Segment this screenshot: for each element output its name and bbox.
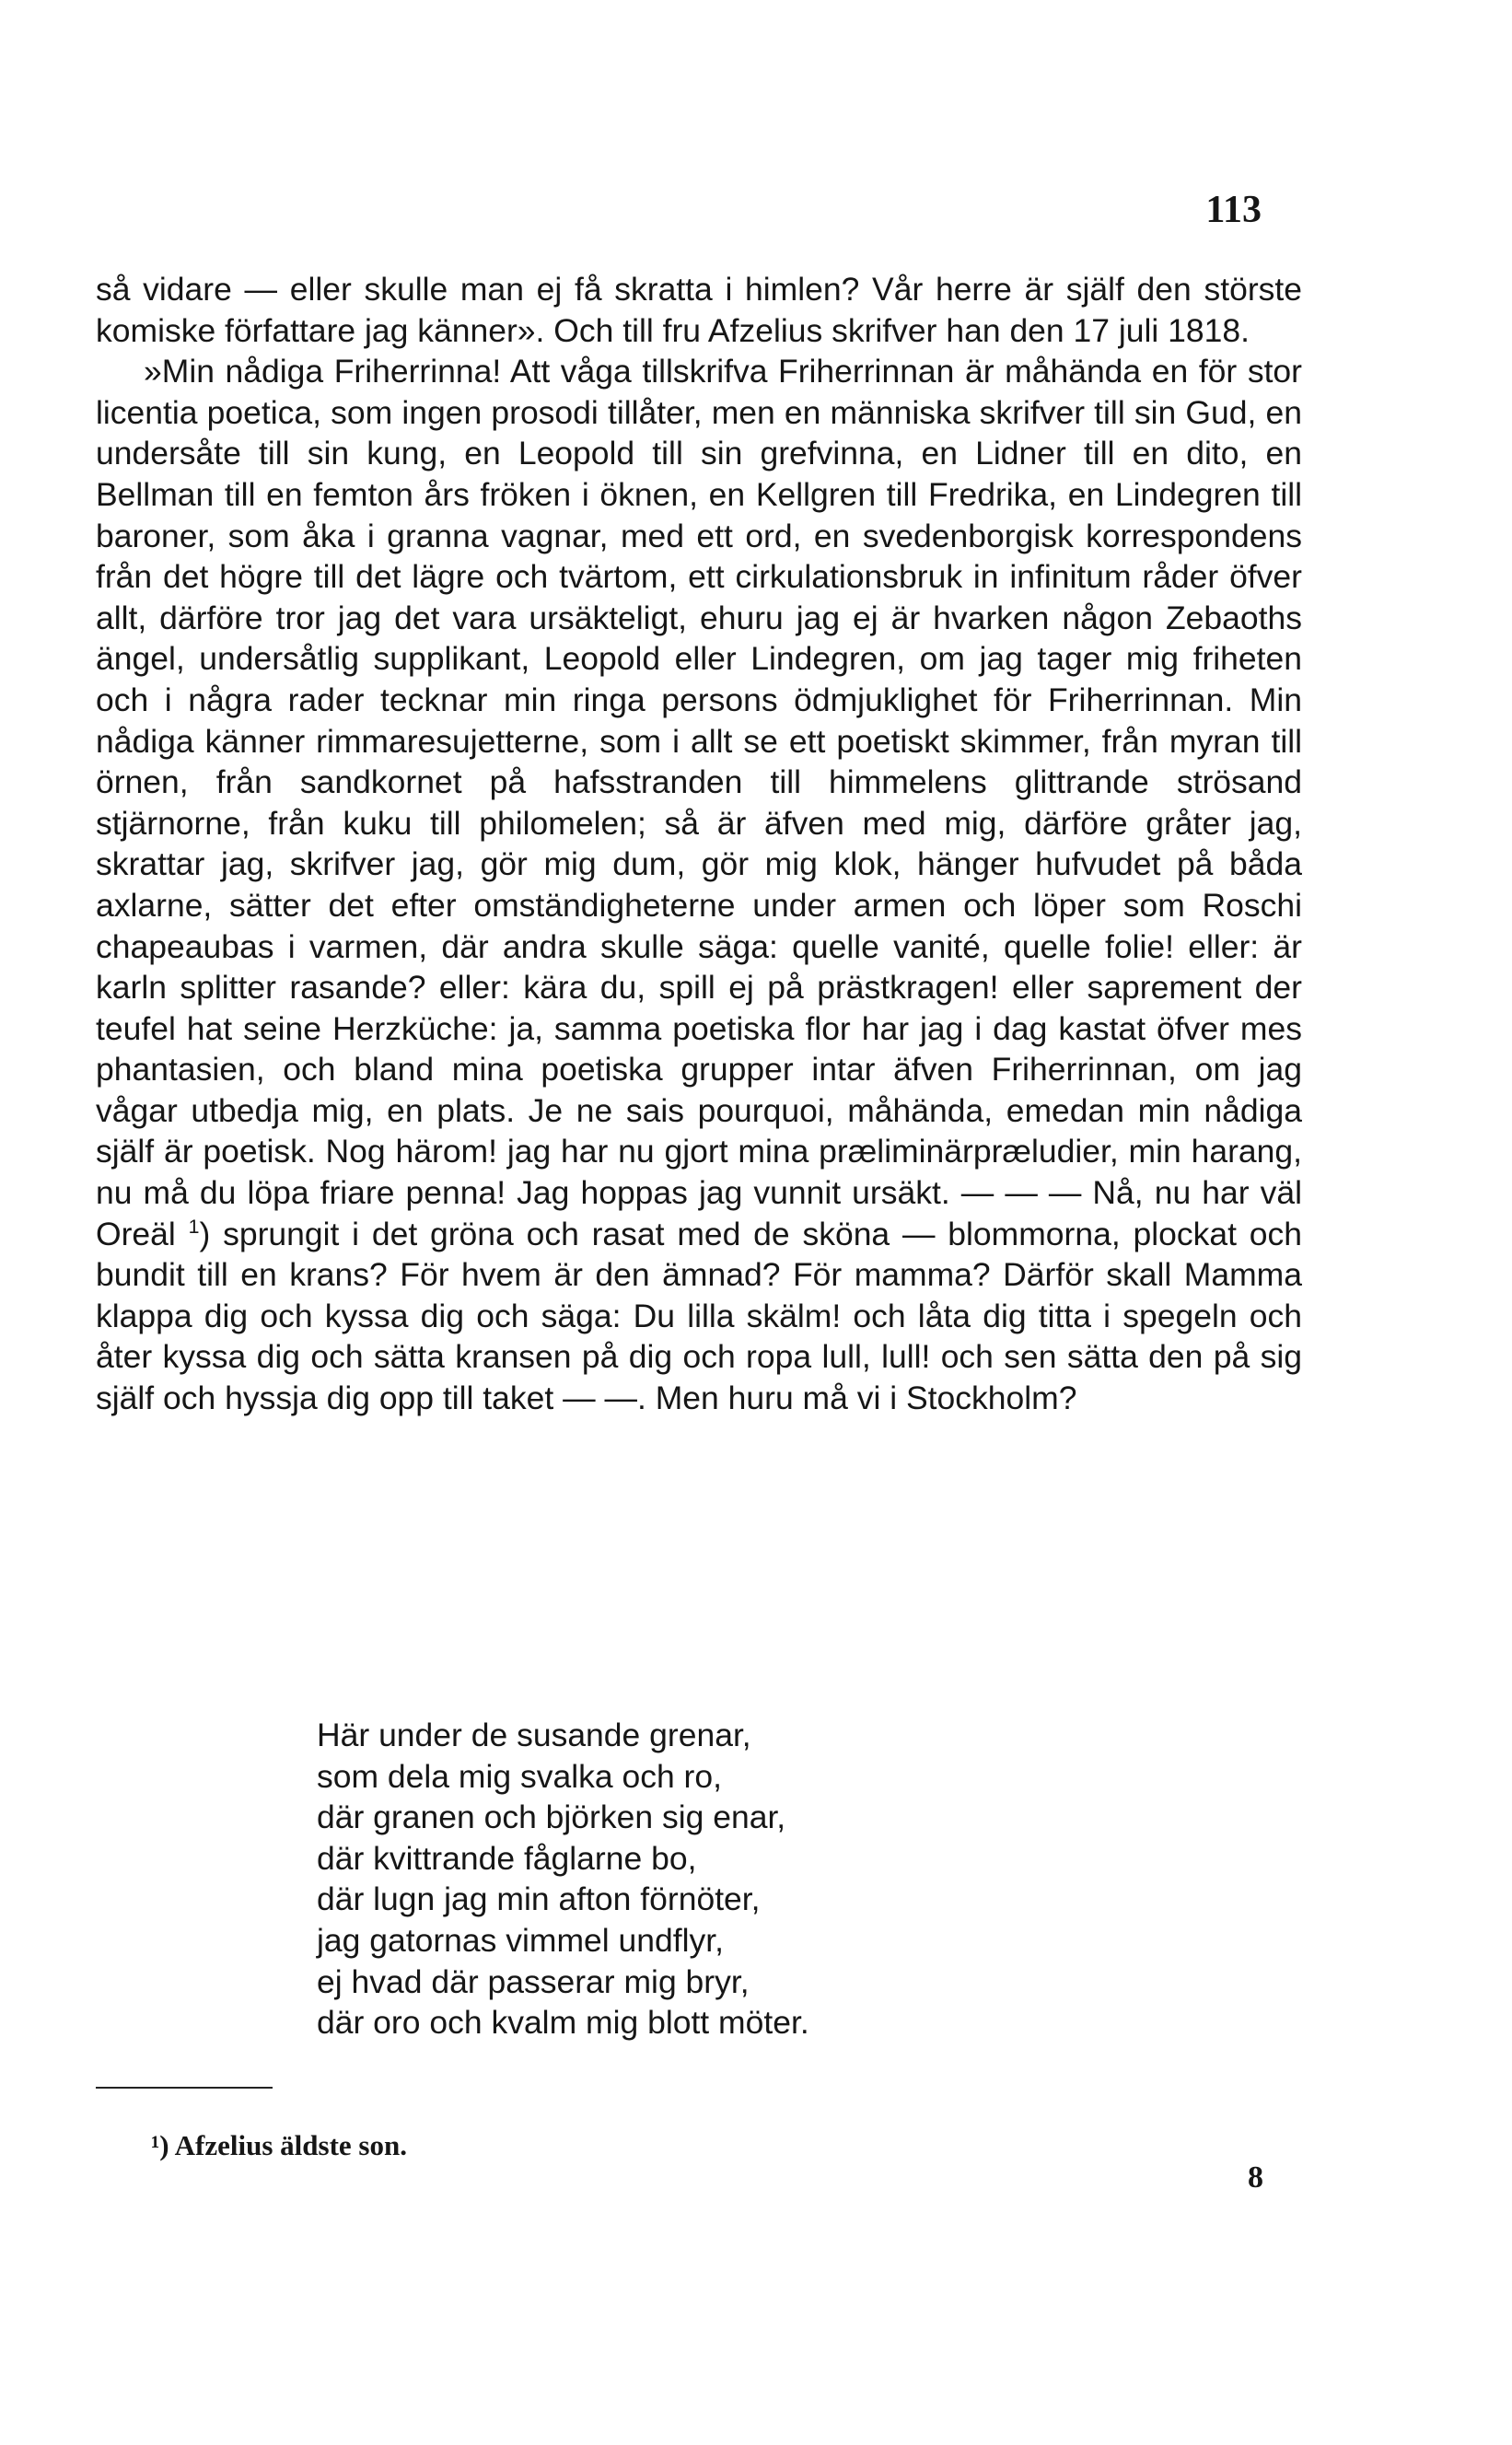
poem-line: ej hvad där passerar mig bryr,	[317, 1962, 750, 2000]
page-number: 113	[1205, 189, 1262, 231]
paragraph-1: så vidare — eller skulle man ej få skratta i himlen? Vår herre är själf den störste komiske författare jag känner». Och till fru Afzelius skrifver han den 17 juli 1818.	[96, 271, 1302, 349]
footnote-divider	[96, 2087, 273, 2089]
paragraph-2-text: »Min nådiga Friherrinna! Att våga tillskrifva Friherrinnan är måhända en för stor licentia poetica, som ingen prosodi tillåter, men en människa skrifver till sin Gud, en undersåte till sin kung, en Leopold till sin grefvinna, en Lidner till en dito, en Bellman till en femton års fröken i öknen, en Kellgren till Fredrika, en Lindegren till baroner, som åka i granna vagnar, med ett ord, en svedenborgisk korrespondens från det högre till det lägre och tvärtom, ett cirkulationsbruk in infinitum råder öfver allt, därföre tror jag det vara ursäkteligt, ehuru jag ej är hvarken någon Zebaoths ängel, undersåtlig supplikant, Leopold eller Lindegren, om jag tager mig friheten och i några rader tecknar min ringa persons ödmjuklighet för Friherrinnan. Min nådiga känner rimmaresujetterne, som i allt se ett poetiskt skimmer, från myran till örnen, från sandkornet på hafsstranden till himmelens glittrande strösand stjärnorne, från kuku till philomelen; så är äfven med mig, därföre gråter jag, skrattar jag, skrifver jag, gör mig dum, gör mig klok, hänger hufvudet på båda axlarne, sätter det efter omständigheterne under armen och löper som Roschi chapeaubas i varmen, där andra skulle säga: quelle vanité, quelle folie! eller: är karln splitter rasande? eller: kära du, spill ej på prästkragen! eller saprement der teufel hat seine Herzküche: ja, samma poetiska flor har jag i dag kastat öfver mes phantasien, och bland mina poetiska grupper intar äfven Friherrinnan, om jag vågar utbedja mig, en plats. Je ne sais pourquoi, måhända, emedan min nådiga själf är poetisk. Nog härom! jag har nu gjort mina præliminärpræludier, min harang, nu må du löpa friare penna! Jag hoppas jag vunnit ursäkt. — — — Nå, nu har väl Oreäl	[96, 353, 1302, 1252]
paragraph-2-continuation: ) sprungit i det gröna och rasat med de sköna — blommorna, plockat och bundit till en krans? För hvem är den ämnad? För mamma? Därför skall Mamma klappa dig och kyssa dig och säga: Du lilla skälm! och låta dig titta i spegeln och åter kyssa dig och sätta kransen på dig och ropa lull, lull! och sen sätta den på sig själf och hyssja dig opp till taket — —. Men huru må vi i Stockholm?	[96, 1215, 1302, 1417]
poem-line: som dela mig svalka och ro,	[317, 1757, 722, 1795]
signature-mark: 8	[1248, 2160, 1263, 2195]
poem	[317, 1715, 809, 2043]
poem-line: där granen och björken sig enar,	[317, 1799, 786, 1836]
poem-line: där kvittrande fåglarne bo,	[317, 1839, 697, 1877]
footnote-marker: ¹)	[151, 2129, 169, 2161]
poem-line: jag gatornas vimmel undflyr,	[317, 1921, 724, 1959]
footnote-reference: 1	[188, 1215, 200, 1238]
footnote	[151, 2129, 407, 2162]
body-text	[96, 269, 1302, 1419]
poem-line: där lugn jag min afton förnöter,	[317, 1880, 761, 1918]
poem-line: Här under de susande grenar,	[317, 1717, 751, 1753]
paragraph-2	[96, 351, 1302, 1418]
footnote-text: Afzelius äldste son.	[174, 2129, 407, 2161]
poem-line: där oro och kvalm mig blott möter.	[317, 2004, 809, 2042]
